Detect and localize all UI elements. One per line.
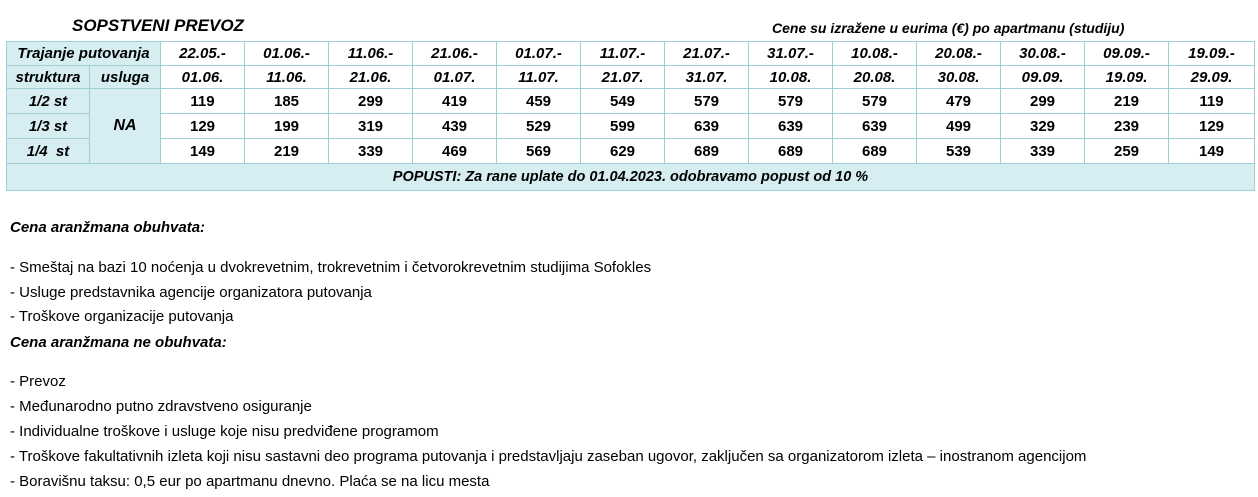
price-cell: 549 xyxy=(581,89,665,114)
price-cell: 329 xyxy=(1001,114,1085,139)
period-end-12: 29.09. xyxy=(1169,66,1255,89)
price-cell: 119 xyxy=(161,89,245,114)
price-cell: 599 xyxy=(581,114,665,139)
table-row xyxy=(7,89,1255,114)
period-end-1: 11.06. xyxy=(245,66,329,89)
period-start-4: 01.07.- xyxy=(497,42,581,66)
price-cell: 149 xyxy=(1169,139,1255,164)
price-cell: 459 xyxy=(497,89,581,114)
page-title: SOPSTVENI PREVOZ xyxy=(72,16,244,35)
period-start-5: 11.07.- xyxy=(581,42,665,66)
price-cell: 469 xyxy=(413,139,497,164)
discount-banner: POPUSTI: Za rane uplate do 01.04.2023. odobravamo popust od 10 % xyxy=(7,164,1255,191)
price-cell: 639 xyxy=(833,114,917,139)
price-cell: 629 xyxy=(581,139,665,164)
excluded-title: Cena aranžmana ne obuhvata: xyxy=(10,334,227,351)
period-end-5: 21.07. xyxy=(581,66,665,89)
period-start-10: 30.08.- xyxy=(1001,42,1085,66)
price-cell: 529 xyxy=(497,114,581,139)
price-cell: 259 xyxy=(1085,139,1169,164)
excluded-item: - Individualne troškove i usluge koje nisu predviđene programom xyxy=(10,423,439,440)
price-cell: 199 xyxy=(245,114,329,139)
price-cell: 579 xyxy=(833,89,917,114)
included-item: - Smeštaj na bazi 10 noćenja u dvokrevetnim, trokrevetnim i četvorokrevetnim studijima Sofokles xyxy=(10,259,652,276)
duration-header: Trajanje putovanja xyxy=(7,42,161,66)
price-cell: 219 xyxy=(245,139,329,164)
price-cell: 479 xyxy=(917,89,1001,114)
price-cell: 539 xyxy=(917,139,1001,164)
included-title: Cena aranžmana obuhvata: xyxy=(10,219,206,236)
table-row xyxy=(7,139,1255,164)
price-table xyxy=(6,41,1255,191)
price-cell: 129 xyxy=(1169,114,1255,139)
price-cell: 689 xyxy=(665,139,749,164)
period-end-4: 11.07. xyxy=(497,66,581,89)
period-start-12: 19.09.- xyxy=(1169,42,1255,66)
period-start-2: 11.06.- xyxy=(329,42,413,66)
period-start-8: 10.08.- xyxy=(833,42,917,66)
price-cell: 339 xyxy=(329,139,413,164)
period-end-9: 30.08. xyxy=(917,66,1001,89)
period-end-2: 21.06. xyxy=(329,66,413,89)
period-end-8: 20.08. xyxy=(833,66,917,89)
period-end-11: 19.09. xyxy=(1085,66,1169,89)
period-end-10: 09.09. xyxy=(1001,66,1085,89)
price-cell: 119 xyxy=(1169,89,1255,114)
structure-header: struktura xyxy=(7,66,90,89)
structure-cell: 1/4 st xyxy=(7,139,90,164)
price-cell: 569 xyxy=(497,139,581,164)
excluded-item: - Prevoz xyxy=(10,373,66,390)
price-cell: 439 xyxy=(413,114,497,139)
period-end-6: 31.07. xyxy=(665,66,749,89)
price-cell: 639 xyxy=(665,114,749,139)
price-cell: 219 xyxy=(1085,89,1169,114)
price-cell: 129 xyxy=(161,114,245,139)
price-cell: 239 xyxy=(1085,114,1169,139)
period-start-11: 09.09.- xyxy=(1085,42,1169,66)
price-cell: 689 xyxy=(749,139,833,164)
price-cell: 579 xyxy=(749,89,833,114)
period-start-9: 20.08.- xyxy=(917,42,1001,66)
price-cell: 639 xyxy=(749,114,833,139)
price-cell: 185 xyxy=(245,89,329,114)
period-start-3: 21.06.- xyxy=(413,42,497,66)
price-cell: 319 xyxy=(329,114,413,139)
period-start-0: 22.05.- xyxy=(161,42,245,66)
price-cell: 149 xyxy=(161,139,245,164)
period-start-1: 01.06.- xyxy=(245,42,329,66)
structure-cell: 1/3 st xyxy=(7,114,90,139)
excluded-item: - Troškove fakultativnih izleta koji nisu sastavni deo programa putovanja i predstavljaju zaseban ugovor, zaključen sa organizatorom izleta – inostranom agencijom xyxy=(10,448,1087,465)
price-cell: 579 xyxy=(665,89,749,114)
price-cell: 299 xyxy=(1001,89,1085,114)
period-end-7: 10.08. xyxy=(749,66,833,89)
price-cell: 339 xyxy=(1001,139,1085,164)
service-header: usluga xyxy=(90,66,161,89)
currency-note: Cene su izražene u eurima (€) po apartmanu (studiju) xyxy=(772,20,1125,36)
excluded-item: - Međunarodno putno zdravstveno osiguranje xyxy=(10,398,312,415)
price-cell: 419 xyxy=(413,89,497,114)
price-cell: 689 xyxy=(833,139,917,164)
price-cell: 499 xyxy=(917,114,1001,139)
service-cell: NA xyxy=(90,89,161,164)
included-item: - Usluge predstavnika agencije organizatora putovanja xyxy=(10,283,372,301)
structure-cell: 1/2 st xyxy=(7,89,90,114)
price-cell: 299 xyxy=(329,89,413,114)
period-start-6: 21.07.- xyxy=(665,42,749,66)
period-end-3: 01.07. xyxy=(413,66,497,89)
table-row xyxy=(7,114,1255,139)
excluded-item: - Boravišnu taksu: 0,5 eur po apartmanu dnevno. Plaća se na licu mesta xyxy=(10,473,490,490)
included-item: - Troškove organizacije putovanja xyxy=(10,308,234,325)
period-start-7: 31.07.- xyxy=(749,42,833,66)
period-end-0: 01.06. xyxy=(161,66,245,89)
